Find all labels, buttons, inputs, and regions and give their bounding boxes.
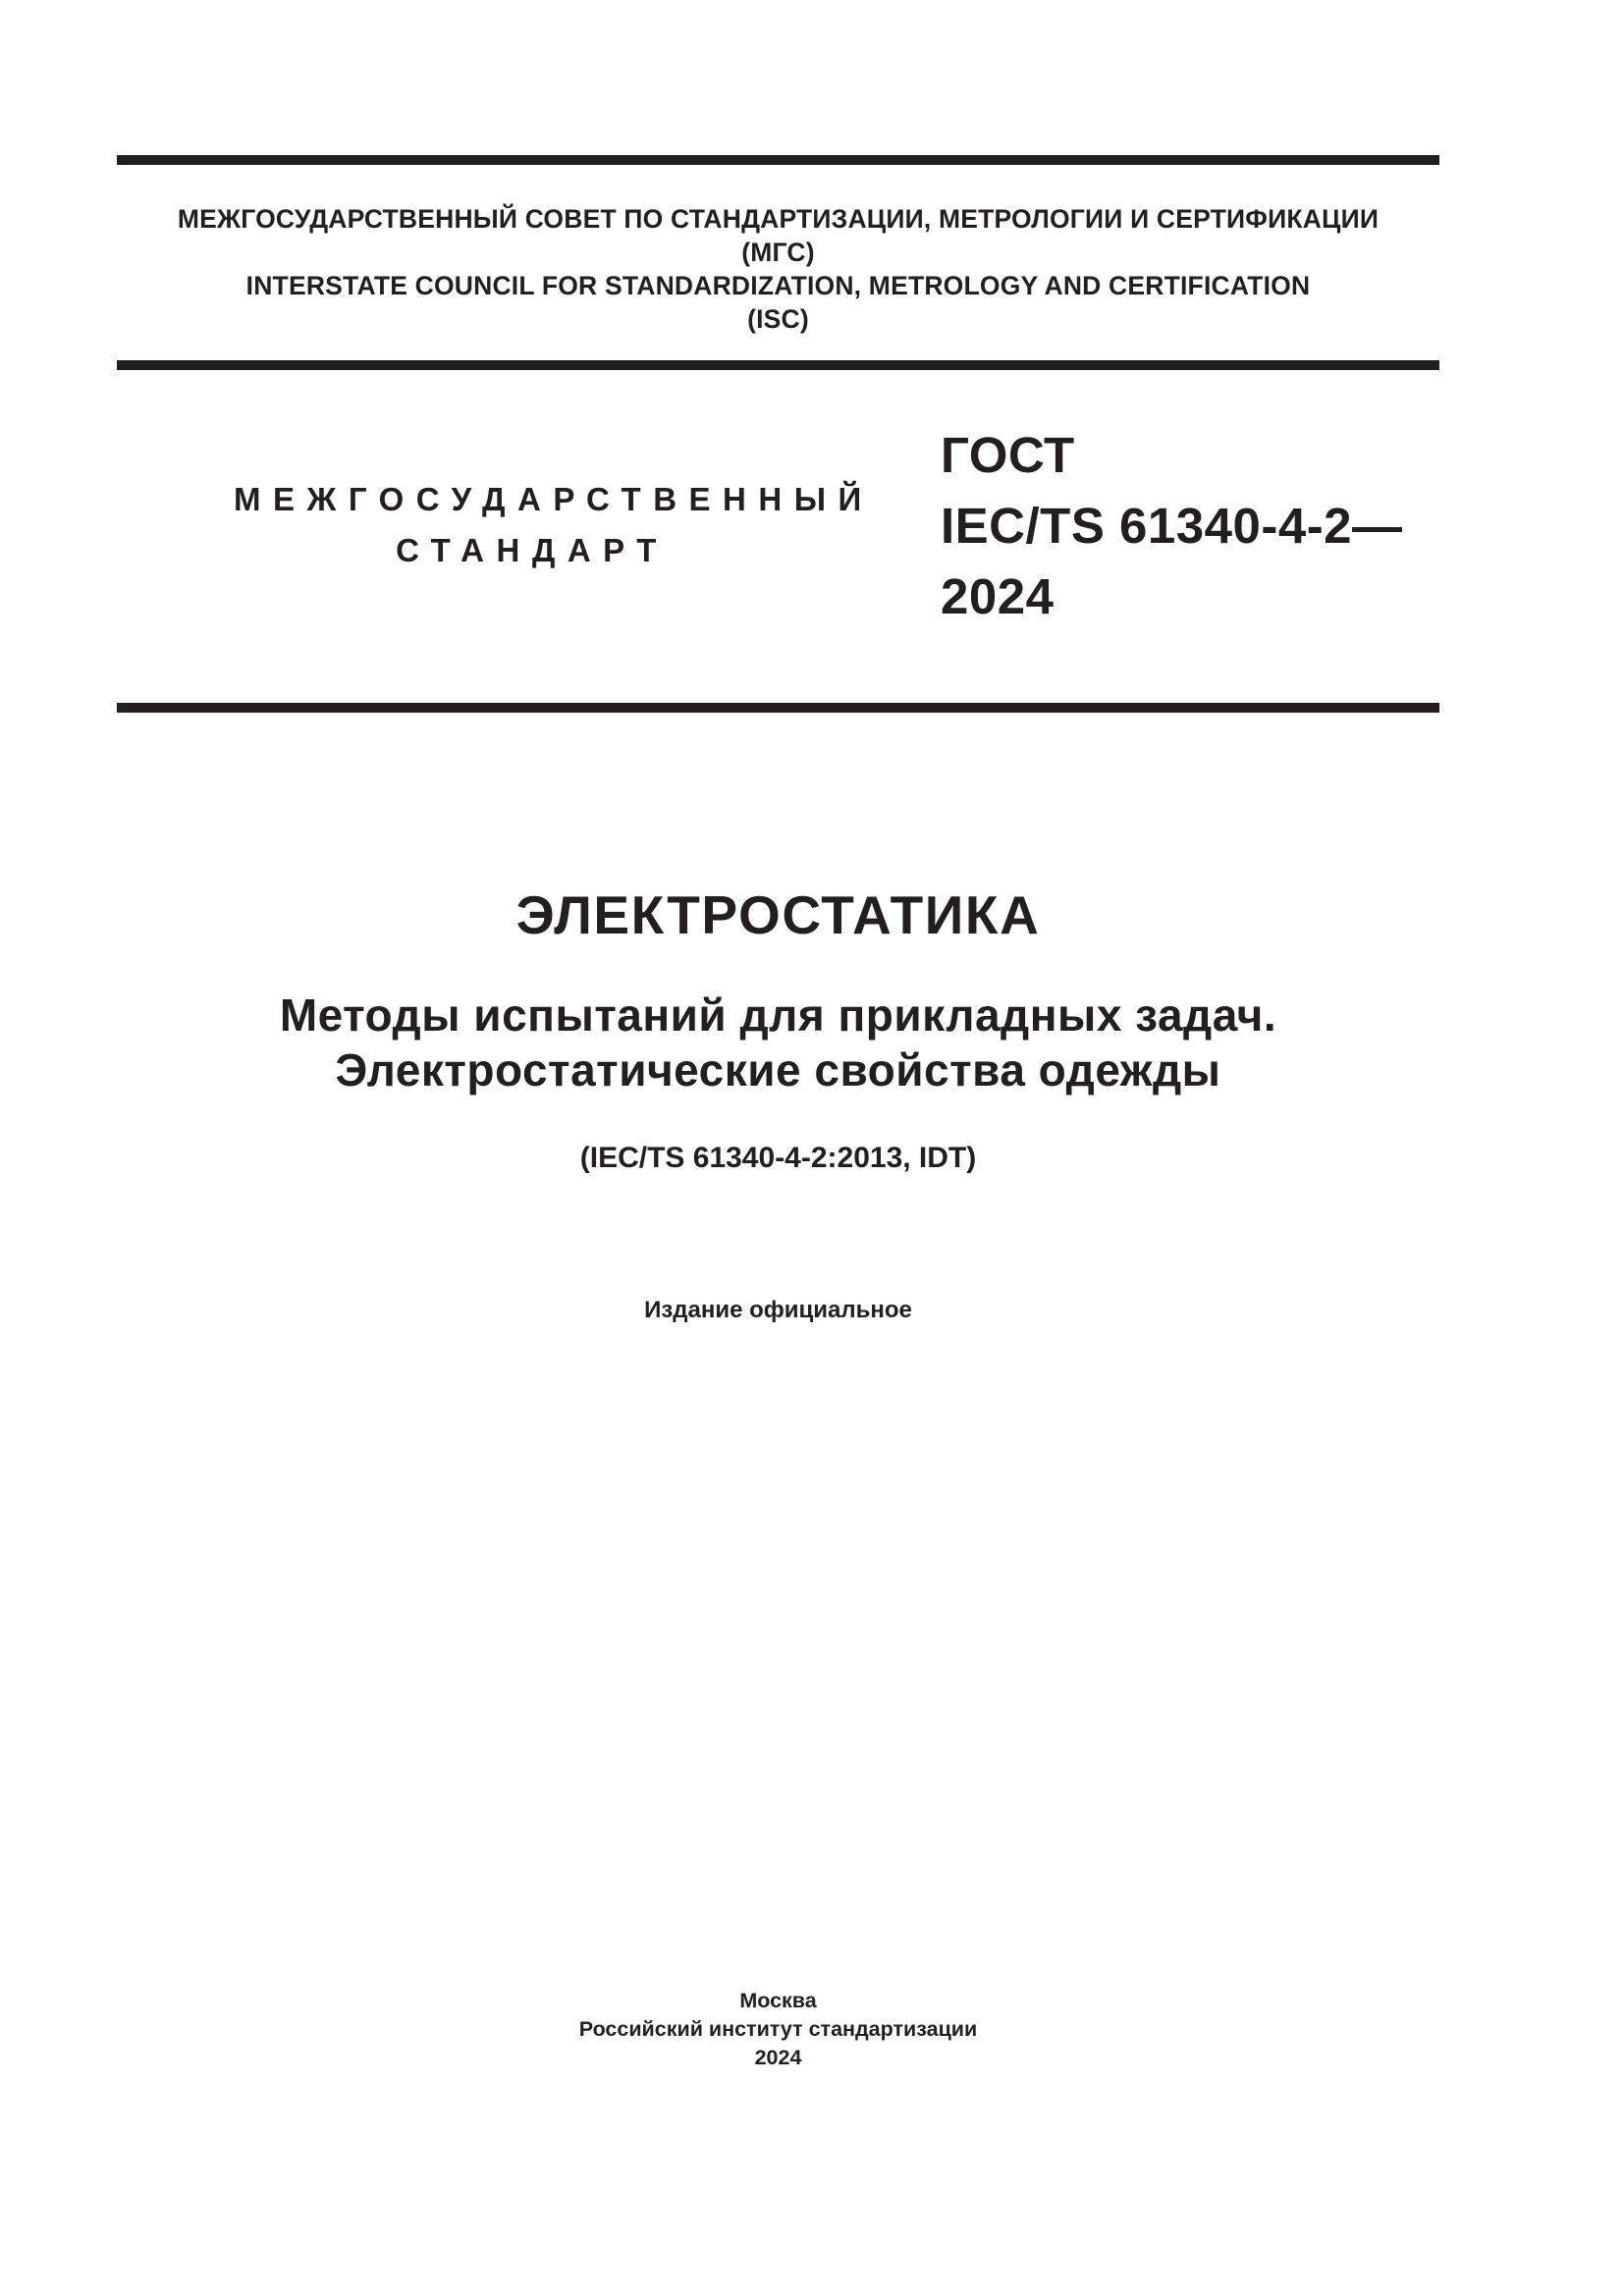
publisher-name: Российский институт стандартизации xyxy=(578,2017,978,2041)
council-name-en: INTERSTATE COUNCIL FOR STANDARDIZATION, METROLOGY AND CERTIFICATION xyxy=(245,271,1311,300)
top-rule xyxy=(117,155,1439,165)
middle-rule xyxy=(117,360,1439,370)
standard-kind-line1: МЕЖГОСУДАРСТВЕННЫЙ xyxy=(234,481,874,517)
council-abbr-ru: (МГС) xyxy=(741,238,815,267)
edition-note: Издание официальное xyxy=(644,1297,912,1323)
standard-kind-line2: СТАНДАРТ xyxy=(396,532,669,568)
publisher-city: Москва xyxy=(739,1989,817,2012)
council-abbr-en: (ISC) xyxy=(747,304,809,334)
document-subtitle xyxy=(117,988,1439,1097)
designation-line1: ГОСТ xyxy=(941,427,1075,483)
subtitle-line2: Электростатические свойства одежды xyxy=(335,1044,1221,1095)
document-title: ЭЛЕКТРОСТАТИКА xyxy=(515,884,1041,945)
publisher-block xyxy=(117,1987,1439,2072)
standard-designation xyxy=(941,420,1439,632)
subtitle-line1: Методы испытаний для прикладных задач. xyxy=(279,989,1277,1041)
council-name-ru: МЕЖГОСУДАРСТВЕННЫЙ СОВЕТ ПО СТАНДАРТИЗАЦИИ, МЕТРОЛОГИИ И СЕРТИФИКАЦИИ xyxy=(177,204,1380,234)
council-header xyxy=(117,202,1439,336)
designation-line2: IEC/TS 61340-4-2— xyxy=(941,498,1403,554)
publisher-year: 2024 xyxy=(754,2046,802,2069)
standard-kind xyxy=(234,474,874,576)
designation-line3: 2024 xyxy=(941,568,1055,624)
international-reference: (IEC/TS 61340-4-2:2013, IDT) xyxy=(579,1142,977,1174)
bottom-rule xyxy=(117,703,1439,713)
